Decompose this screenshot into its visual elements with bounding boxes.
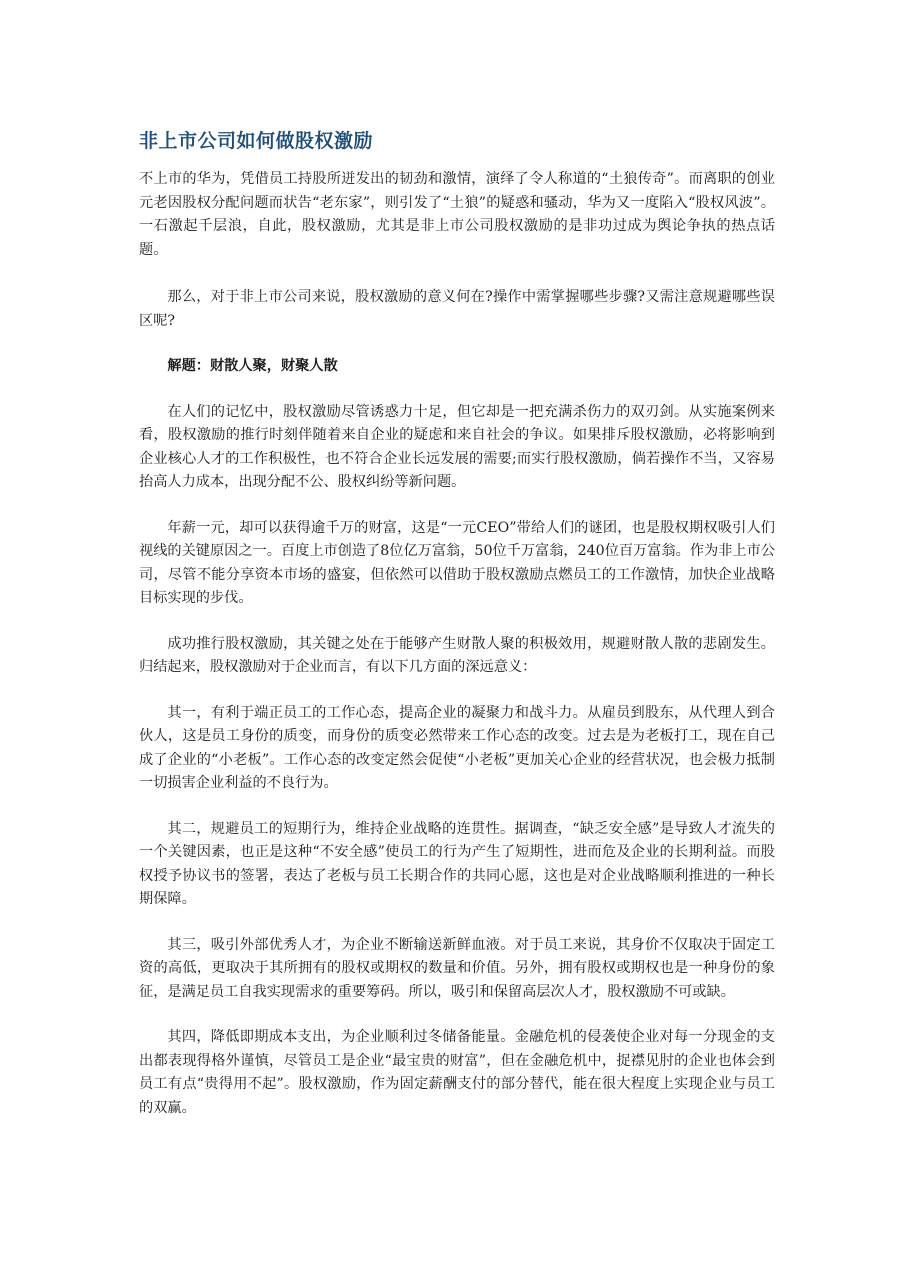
body-paragraph-2: 年薪一元，却可以获得逾千万的财富，这是“一元CEO”带给人们的谜团，也是股权期权吸引人们视线的关键原因之一。百度上市创造了8位亿万富翁，50位千万富翁，240位百万富翁。作为非上市公司，尽管不能分享资本市场的盛宴，但依然可以借助于股权激励点燃员工的工作激情，加快企业战略目标实现的步伐。 <box>139 519 775 606</box>
article-title: 非上市公司如何做股权激励 <box>139 130 374 152</box>
body-paragraph-4: 其一，有利于端正员工的工作心态，提高企业的凝聚力和战斗力。从雇员到股东，从代理人到合伙人，这是员工身份的质变，而身份的质变必然带来工作心态的改变。过去是为老板打工，现在自己成了企业的“小老板”。工作心态的改变定然会促使“小老板”更加关心企业的经营状况，也会极力抵制一切损害企业利益的不良行为。 <box>139 704 775 791</box>
intro-paragraph: 不上市的华为，凭借员工持股所迸发出的韧劲和激情，演绎了令人称道的“土狼传奇”。而离职的创业元老因股权分配问题而状告“老东家”，则引发了“土狼”的疑惑和骚动，华为又一度陷入“股权风波”。一石激起千层浪，自此，股权激励，尤其是非上市公司股权激励的是非功过成为舆论争执的热点话题。 <box>139 171 775 258</box>
body-paragraph-1: 在人们的记忆中，股权激励尽管诱惑力十足，但它却是一把充满杀伤力的双刃剑。从实施案例来看，股权激励的推行时刻伴随着来自企业的疑虑和来自社会的争议。如果排斥股权激励，必将影响到企业核心人才的工作积极性，也不符合企业长远发展的需要;而实行股权激励，倘若操作不当，又容易抬高人力成本，出现分配不公、股权纠纷等新问题。 <box>139 403 775 490</box>
article <box>139 128 775 1142</box>
section-subheading: 解题：财散人聚，财聚人散 <box>167 358 338 374</box>
body-paragraph-7: 其四，降低即期成本支出，为企业顺利过冬储备能量。金融危机的侵袭使企业对每一分现金的支出都表现得格外谨慎，尽管员工是企业“最宝贵的财富”，但在金融危机中，捉襟见肘的企业也体会到员工有点“贵得用不起”。股权激励，作为固定薪酬支付的部分替代，能在很大程度上实现企业与员工的双赢。 <box>139 1029 775 1116</box>
body-paragraph-6: 其三，吸引外部优秀人才，为企业不断输送新鲜血液。对于员工来说，其身价不仅取决于固定工资的高低，更取决于其所拥有的股权或期权的数量和价值。另外，拥有股权或期权也是一种身份的象征，是满足员工自我实现需求的重要筹码。所以，吸引和保留高层次人才，股权激励不可或缺。 <box>139 936 775 1000</box>
question-paragraph: 那么，对于非上市公司来说，股权激励的意义何在?操作中需掌握哪些步骤?又需注意规避哪些误区呢? <box>139 289 775 329</box>
body-paragraph-5: 其二，规避员工的短期行为，维持企业战略的连贯性。据调查，“缺乏安全感”是导致人才流失的一个关键因素，也正是这种“不安全感”使员工的行为产生了短期性，进而危及企业的长期利益。而股权授予协议书的签署，表达了老板与员工长期合作的共同心愿，这也是对企业战略顺利推进的一种长期保障。 <box>139 820 775 907</box>
body-paragraph-3: 成功推行股权激励，其关键之处在于能够产生财散人聚的积极效用，规避财散人散的悲剧发生。归结起来，股权激励对于企业而言，有以下几方面的深远意义： <box>139 635 775 675</box>
